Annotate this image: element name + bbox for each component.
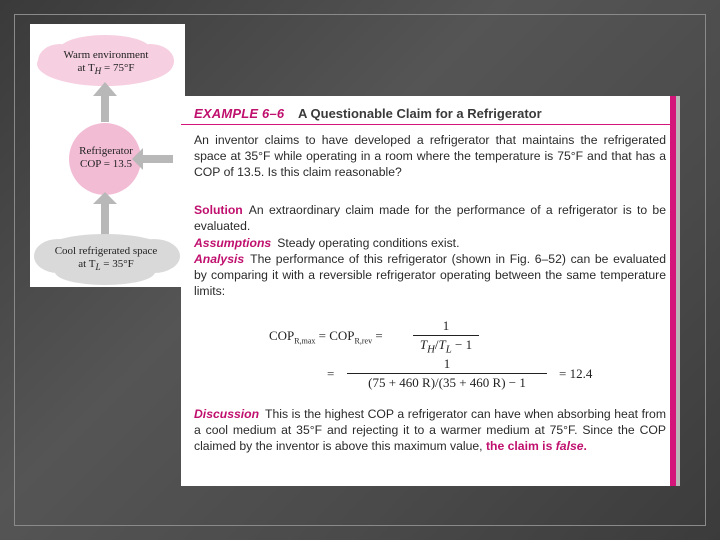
heat-rejection-arrow [93, 82, 117, 122]
analysis-label: Analysis [194, 252, 245, 266]
fraction-2-numerator: 1 [443, 356, 451, 371]
warm-environment-label [30, 49, 182, 78]
equation-fraction-2 [347, 356, 547, 391]
assumptions-paragraph [194, 235, 666, 251]
example-page [181, 96, 678, 486]
assumptions-text: Steady operating conditions exist. [277, 236, 460, 250]
solution-label: Solution [194, 203, 243, 217]
equation-2-equals: = [327, 366, 335, 381]
analysis-paragraph [194, 251, 666, 299]
refrigerator-label-line1: Refrigerator [79, 145, 133, 157]
discussion-text: This is the highest COP a refrigerator can have when absorbing heat from a cool medium at 35°F and rejecting it to a warmer medium at 75°F. Since the COP claimed by the inventor is above this maximum value, [194, 407, 666, 453]
warm-label-line1: Warm environment [63, 49, 149, 61]
analysis-text: The performance of this refrigerator (shown in Fig. 6–52) can be evaluated by comparing it with a reversible refrigerator operating between the same temperature limits: [194, 252, 666, 298]
refrigerator-label [30, 145, 182, 171]
refrigerator-cop-label: COP = 13.5 [80, 158, 132, 170]
page-edge [676, 96, 680, 486]
assumptions-label: Assumptions [194, 236, 272, 250]
refrigerator-diagram [30, 24, 185, 287]
warm-label-line2: at $T_H = 75^\circ F$ [77, 62, 135, 77]
problem-statement: An inventor claims to have developed a refrigerator that maintains the refrigerated space at 35°F while operating in a room where the temperature is 75°F and that has a COP of 13.5. Is this claim reasonable? [194, 133, 666, 179]
example-number: EXAMPLE 6–6 [194, 106, 285, 121]
heat-absorption-arrow [93, 192, 117, 236]
fraction-2-denominator: (75 + 460 R)/(35 + 460 R) − 1 [368, 375, 526, 390]
equation-result: = 12.4 [559, 366, 593, 381]
cool-space-label [30, 245, 182, 274]
solution-text: An extraordinary claim made for the performance of a refrigerator is to be evaluated. [194, 203, 666, 233]
solution-paragraph [194, 202, 666, 234]
fraction-1-numerator: 1 [442, 318, 450, 333]
discussion-label: Discussion [194, 407, 260, 421]
example-title: A Questionable Claim for a Refrigerator [298, 106, 542, 121]
equation-fraction-1 [413, 318, 479, 356]
equation-lhs: $COP_{R,max} = COP_{R,rev}$ = [269, 328, 383, 346]
cool-label-line1: Cool refrigerated space [54, 245, 158, 257]
discussion-paragraph [194, 406, 666, 454]
cool-label-line2: at $T_L = 35^\circ F$ [78, 258, 134, 273]
claim-conclusion: the claim is false. [485, 439, 587, 453]
fraction-1-denominator: $T_H/T_L - 1$ [419, 337, 473, 356]
